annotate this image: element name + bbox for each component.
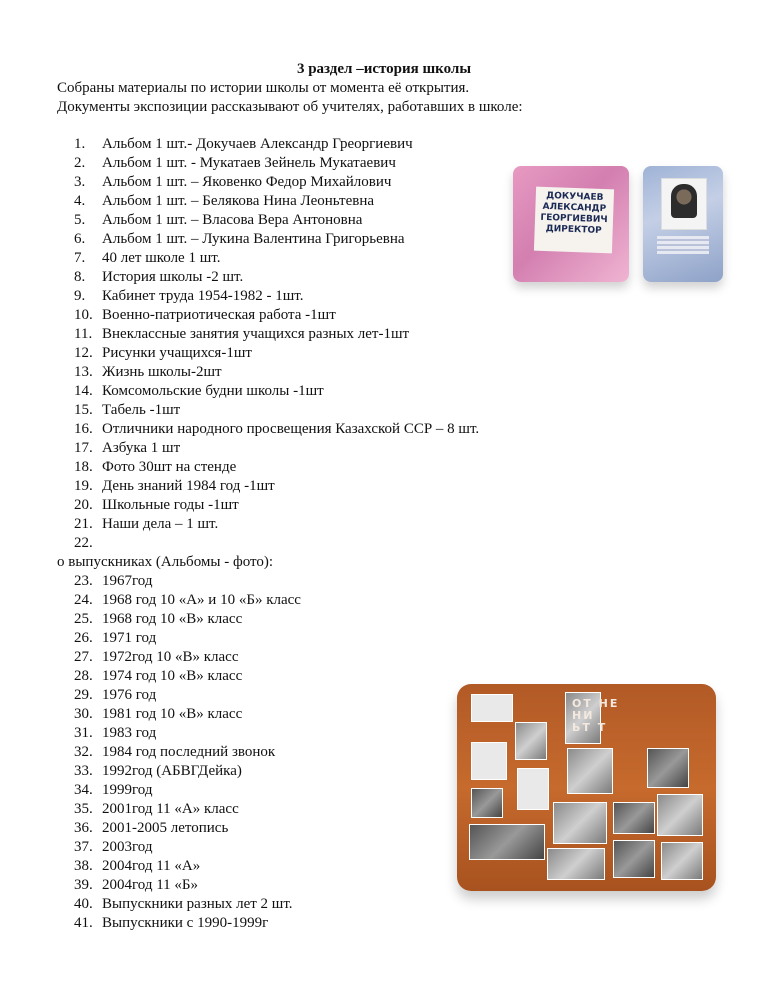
board-heading-line: ЬТ Т bbox=[572, 721, 608, 734]
list-item-text: Внеклассные занятия учащихся разных лет-1шт bbox=[102, 326, 410, 342]
list-item-text: 1992год (АБВГДейка) bbox=[102, 763, 242, 779]
list-item-number: 23. bbox=[74, 573, 93, 589]
list-item-number: 18. bbox=[74, 459, 93, 475]
list-item-number: 28. bbox=[74, 668, 93, 684]
album-label-line: ГЕОРГИЕВИЧ bbox=[540, 212, 608, 226]
list-item-number: 32. bbox=[74, 744, 93, 760]
list-item-number: 6. bbox=[74, 231, 86, 247]
portrait-face bbox=[671, 184, 697, 218]
list-item-text: Рисунки учащихся-1шт bbox=[102, 345, 252, 361]
list-item-number: 39. bbox=[74, 877, 93, 893]
list-item-number: 34. bbox=[74, 782, 93, 798]
list-item-number: 9. bbox=[74, 288, 86, 304]
list-item-text: 1967год bbox=[102, 573, 153, 589]
list-item-text: Азбука 1 шт bbox=[102, 440, 181, 456]
list-item-number: 26. bbox=[74, 630, 93, 646]
board-heading bbox=[572, 698, 707, 734]
board-photo bbox=[471, 788, 503, 818]
list-item-text: День знаний 1984 год -1шт bbox=[102, 478, 275, 494]
list-item-text: 1974 год 10 «В» класс bbox=[102, 668, 243, 684]
list-item-number: 36. bbox=[74, 820, 93, 836]
list-item-number: 7. bbox=[74, 250, 86, 266]
list-item-text: Выпускники с 1990-1999г bbox=[102, 915, 269, 931]
album-label-line: ДОКУЧАЕВ bbox=[546, 191, 604, 204]
list-item-number: 13. bbox=[74, 364, 93, 380]
list-item-number: 8. bbox=[74, 269, 86, 285]
board-photo bbox=[547, 848, 605, 880]
list-item-text: 1983 год bbox=[102, 725, 157, 741]
album-label-line: АЛЕКСАНДР bbox=[542, 201, 607, 215]
list-item-text: Альбом 1 шт.- Докучаев Александр Греоргиевич bbox=[102, 136, 413, 152]
list-item-text: 1968 год 10 «А» и 10 «Б» класс bbox=[102, 592, 301, 608]
list-item-text: Альбом 1 шт. – Белякова Нина Леоньтевна bbox=[102, 193, 374, 209]
board-heading-line: НИ bbox=[572, 709, 595, 722]
portrait-photo bbox=[643, 166, 723, 282]
list-item-text: 2001-2005 летопись bbox=[102, 820, 229, 836]
list-item-number: 37. bbox=[74, 839, 93, 855]
intro-line-2: Документы экспозиции рассказывают об учителях, работавших в школе: bbox=[57, 99, 523, 115]
list-item-text: Альбом 1 шт. – Яковенко Федор Михайлович bbox=[102, 174, 392, 190]
list-item-number: 31. bbox=[74, 725, 93, 741]
list-item-text: 1971 год bbox=[102, 630, 157, 646]
list-item-text: Отличники народного просвещения Казахской ССР – 8 шт. bbox=[102, 421, 480, 437]
list-item-text: 1972год 10 «В» класс bbox=[102, 649, 239, 665]
graduates-subheading: о выпускниках (Альбомы - фото): bbox=[57, 554, 274, 570]
list-item-text: 2004год 11 «А» bbox=[102, 858, 201, 874]
list-item-number: 12. bbox=[74, 345, 93, 361]
album-label-line: ДИРЕКТОР bbox=[545, 224, 602, 236]
portrait-caption bbox=[657, 236, 709, 254]
list-item-number: 1. bbox=[74, 136, 86, 152]
list-item-text: 1999год bbox=[102, 782, 153, 798]
list-item-text: Альбом 1 шт. - Мукатаев Зейнель Мукатаевич bbox=[102, 155, 396, 171]
board-photo bbox=[647, 748, 689, 788]
board-photo bbox=[657, 794, 703, 836]
list-item-number: 3. bbox=[74, 174, 86, 190]
list-item-number: 4. bbox=[74, 193, 86, 209]
list-item-text: 1976 год bbox=[102, 687, 157, 703]
list-item-number: 41. bbox=[74, 915, 93, 931]
list-item-text: Комсомольские будни школы -1шт bbox=[102, 383, 324, 399]
intro-text bbox=[57, 79, 523, 117]
board-photo bbox=[567, 748, 613, 794]
board-photo bbox=[613, 840, 655, 878]
list-item-number: 29. bbox=[74, 687, 93, 703]
list-item-number: 16. bbox=[74, 421, 93, 437]
board-photo bbox=[517, 768, 549, 810]
list-item-text: Жизнь школы-2шт bbox=[102, 364, 222, 380]
list-item-number: 24. bbox=[74, 592, 93, 608]
list-item-text: Альбом 1 шт. – Власова Вера Антоновна bbox=[102, 212, 363, 228]
list-item-text: Альбом 1 шт. – Лукина Валентина Григорьевна bbox=[102, 231, 405, 247]
board-heading-line: ОТ НЕ bbox=[572, 697, 620, 710]
list-item-text: 1981 год 10 «В» класс bbox=[102, 706, 243, 722]
list-item-text: Военно-патриотическая работа -1шт bbox=[102, 307, 336, 323]
list-item-number: 35. bbox=[74, 801, 93, 817]
list-item-number: 38. bbox=[74, 858, 93, 874]
list-item-text: 1968 год 10 «В» класс bbox=[102, 611, 243, 627]
board-photo bbox=[613, 802, 655, 834]
board-photo bbox=[553, 802, 607, 844]
list-item-text: 2001год 11 «А» класс bbox=[102, 801, 239, 817]
board-photo bbox=[661, 842, 703, 880]
board-photo bbox=[471, 694, 513, 722]
list-item-number: 10. bbox=[74, 307, 93, 323]
portrait-frame bbox=[661, 178, 707, 230]
list-item-text: Фото 30шт на стенде bbox=[102, 459, 237, 475]
intro-line-1: Собраны материалы по истории школы от момента её открытия. bbox=[57, 80, 470, 96]
list-item-number: 17. bbox=[74, 440, 93, 456]
list-item-text: Наши дела – 1 шт. bbox=[102, 516, 219, 532]
list-item-number: 20. bbox=[74, 497, 93, 513]
board-photo bbox=[515, 722, 547, 760]
list-item-number: 11. bbox=[74, 326, 93, 342]
list-item-text: История школы -2 шт. bbox=[102, 269, 244, 285]
list-item-number: 30. bbox=[74, 706, 93, 722]
list-item-number: 22. bbox=[74, 535, 93, 551]
list-item-number: 40. bbox=[74, 896, 93, 912]
list-item-text: 40 лет школе 1 шт. bbox=[102, 250, 221, 266]
list-item-text: Табель -1шт bbox=[102, 402, 181, 418]
list-item-number: 33. bbox=[74, 763, 93, 779]
list-item-text: Школьные годы -1шт bbox=[102, 497, 239, 513]
list-item-number: 19. bbox=[74, 478, 93, 494]
list-item-text: 2004год 11 «Б» bbox=[102, 877, 199, 893]
board-photo bbox=[471, 742, 507, 780]
list-item-number: 27. bbox=[74, 649, 93, 665]
list-item-number: 15. bbox=[74, 402, 93, 418]
exhibition-board-photo bbox=[457, 684, 716, 891]
board-photo bbox=[469, 824, 545, 860]
album-label-card bbox=[534, 187, 614, 254]
list-item-text: Выпускники разных лет 2 шт. bbox=[102, 896, 293, 912]
list-item-number: 14. bbox=[74, 383, 93, 399]
list-item-number: 21. bbox=[74, 516, 93, 532]
section-title: 3 раздел –история школы bbox=[296, 61, 472, 77]
list-item-text: 1984 год последний звонок bbox=[102, 744, 276, 760]
list-item-text: 2003год bbox=[102, 839, 153, 855]
album-photo bbox=[513, 166, 629, 282]
list-item-number: 2. bbox=[74, 155, 86, 171]
list-item-number: 5. bbox=[74, 212, 86, 228]
list-item-number: 25. bbox=[74, 611, 93, 627]
list-item-text: Кабинет труда 1954-1982 - 1шт. bbox=[102, 288, 304, 304]
